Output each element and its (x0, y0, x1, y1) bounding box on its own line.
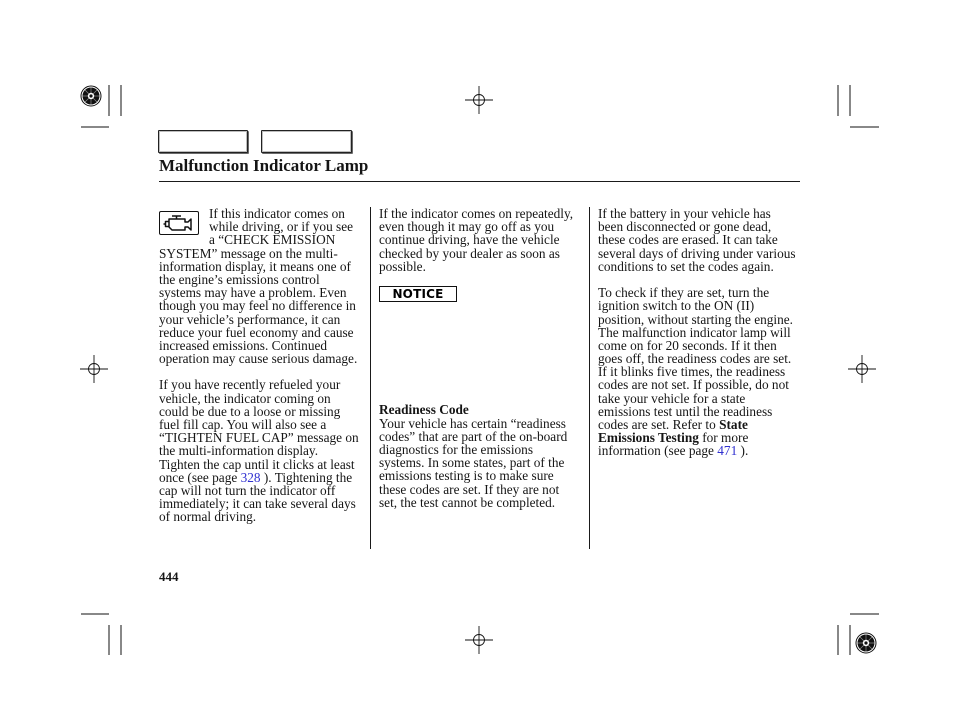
body-text-line: If the indicator comes on repeatedly, (379, 206, 574, 221)
body-text-line: emissions testing is to make sure (379, 468, 554, 484)
cross-reference-title: Emissions Testing (598, 430, 699, 446)
body-text-line: take your vehicle for a state (598, 390, 746, 406)
body-text-line: If it blinks five times, the readiness (598, 364, 786, 380)
body-text-line: increased emissions. Continued (159, 337, 328, 353)
text-segment: for more (698, 430, 749, 446)
body-text-line: If this indicator comes on (209, 206, 345, 221)
body-text-line: emissions test until the readiness (598, 403, 773, 419)
body-text-line: could be due to a loose or missing (159, 403, 341, 419)
page-link[interactable]: 471 (717, 443, 738, 459)
column-1 (159, 207, 364, 524)
page-title: Malfunction Indicator Lamp (159, 156, 369, 175)
registration-target-icon (856, 633, 876, 653)
column-2 (379, 207, 581, 273)
body-text-line: even though it may go off as you (379, 219, 555, 235)
body-text-line: set, the test cannot be completed. (379, 494, 556, 510)
body-text-line: possible. (379, 258, 426, 274)
body-text-line: your vehicle’s performance, it can (159, 311, 341, 327)
header-tab-box (158, 130, 248, 153)
body-text-line: fuel fill cap. You will also see a (159, 417, 327, 432)
crosshair-icon (465, 86, 493, 114)
notice-label: NOTICE (379, 286, 457, 302)
body-text-line: goes off, the readiness codes are set. (598, 351, 792, 367)
paragraph (159, 378, 364, 523)
body-text-line: position, without starting the engine. (598, 311, 793, 327)
crosshair-icon (80, 355, 108, 383)
body-text-line: “TIGHTEN FUEL CAP” message on (159, 430, 359, 446)
body-text-line (598, 444, 803, 457)
body-text-line: systems may have a problem. Even (159, 285, 347, 301)
text-segment: information (see page (598, 443, 718, 459)
body-text-line: SYSTEM” message on the multi- (159, 245, 338, 261)
body-text-line: information display, it means one of (159, 258, 351, 274)
text-segment: once (see page (159, 469, 241, 485)
column-divider (370, 207, 371, 549)
body-text-line: been disconnected or gone dead, (598, 219, 772, 235)
body-text-line: codes” that are part of the on-board (379, 428, 568, 444)
body-text-line: come on for 20 seconds. If it then (598, 337, 777, 353)
body-text-line: continue driving, have the vehicle (379, 232, 560, 248)
body-text-line: while driving, or if you see (209, 219, 354, 235)
text-segment: ). Tightening the (260, 469, 353, 485)
paragraph (598, 207, 803, 273)
body-text-line: systems. In some states, part of the (379, 455, 565, 471)
body-text-line: reduce your fuel economy and cause (159, 324, 354, 340)
body-text-line: several days of driving under various (598, 245, 796, 261)
body-text-line: these codes are set. If they are not (379, 481, 560, 497)
body-text-line: codes are not set. If possible, do not (598, 377, 789, 393)
body-text-line: a “CHECK EMISSION (209, 232, 336, 248)
body-text-line: though you may feel no difference in (159, 298, 356, 314)
crosshair-icon (848, 355, 876, 383)
body-text-line: The malfunction indicator lamp will (598, 324, 791, 340)
body-text-line: vehicle, the indicator coming on (159, 390, 331, 406)
page-number: 444 (159, 568, 179, 584)
body-text-line: Tighten the cap until it clicks at least (159, 456, 355, 472)
section-heading: Readiness Code (379, 402, 469, 418)
body-text-line: operation may cause serious damage. (159, 351, 358, 367)
registration-target-icon (81, 86, 101, 106)
text-segment: codes are set. Refer to (598, 417, 720, 432)
column-3 (598, 207, 803, 458)
header-tab-box (261, 130, 352, 153)
crosshair-icon (465, 626, 493, 654)
body-text-line: Your vehicle has certain “readiness (379, 415, 566, 431)
body-text-line: diagnostics for the emissions (379, 441, 534, 457)
body-text-line: these codes are erased. It can take (598, 232, 778, 248)
body-text-line: the engine’s emissions control (159, 271, 320, 287)
page-link[interactable]: 328 (240, 469, 261, 485)
text-segment: ). (737, 443, 749, 459)
body-text-line: immediately; it can take several days (159, 496, 356, 512)
paragraph (598, 286, 803, 457)
cross-reference-title: State (719, 417, 748, 432)
body-text-line: conditions to set the codes again. (598, 258, 774, 274)
body-text-line: checked by your dealer as soon as (379, 245, 560, 261)
body-text-line: cap will not turn the indicator off (159, 482, 336, 498)
paragraph (379, 207, 581, 273)
body-text-line: To check if they are set, turn the (598, 285, 770, 301)
readiness-code-section (379, 403, 581, 509)
body-text-line: If the battery in your vehicle has (598, 206, 771, 221)
body-text-line: If you have recently refueled your (159, 377, 341, 393)
body-text-line: ignition switch to the ON (II) (598, 298, 755, 314)
paragraph (159, 207, 364, 365)
body-text-line (159, 471, 364, 484)
body-text-line: of normal driving. (159, 509, 257, 525)
title-rule (159, 181, 800, 182)
column-divider (589, 207, 590, 549)
body-text-line: the multi-information display. (159, 443, 319, 459)
